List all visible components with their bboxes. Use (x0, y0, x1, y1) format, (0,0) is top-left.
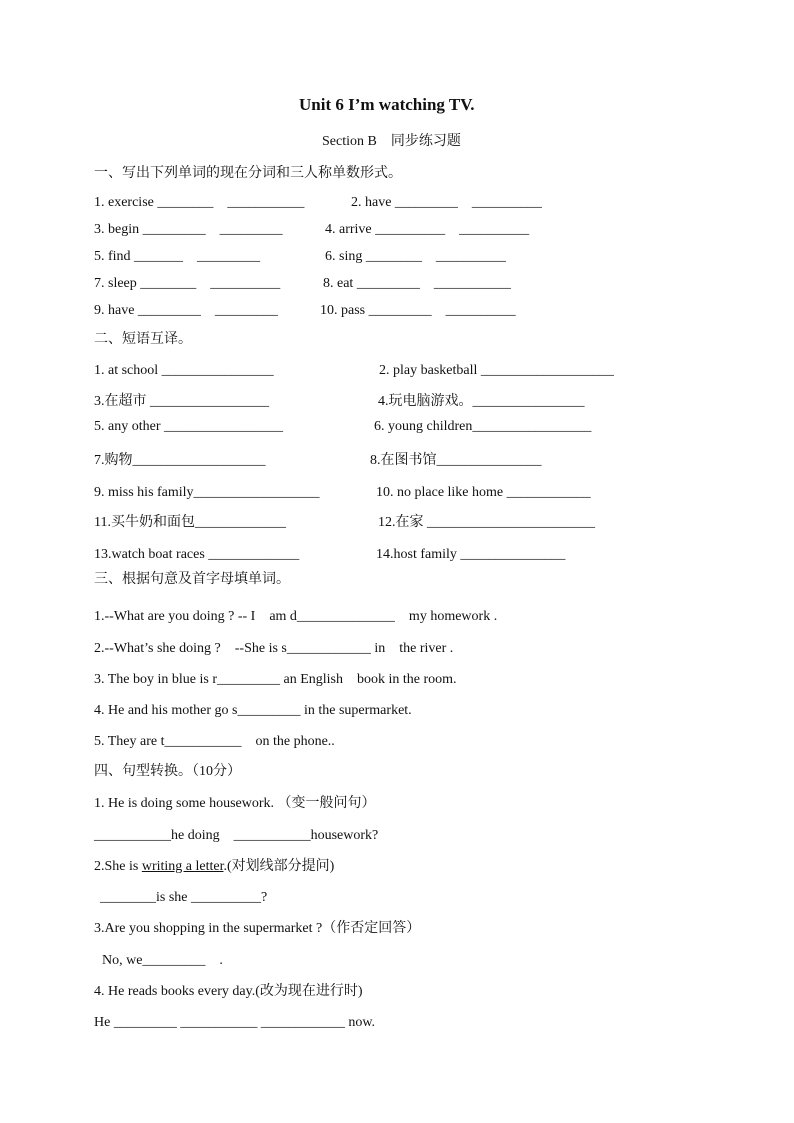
part4-question-2-post: .(对划线部分提问) (223, 859, 335, 874)
part2-item: 7.购物___________________ (94, 453, 266, 468)
part4-answer-1: ___________he doing ___________housework? (94, 828, 379, 843)
part2-item: 3.在超市 _________________ (94, 394, 269, 409)
part1-heading: 一、写出下列单词的现在分词和三人称单数形式。 (94, 166, 402, 181)
worksheet-title: Unit 6 I’m watching TV. (299, 95, 475, 114)
part1-item: 3. begin _________ _________ (94, 222, 283, 237)
part2-heading: 二、短语互译。 (94, 332, 192, 347)
part1-item: 2. have _________ __________ (351, 195, 542, 210)
part4-answer-3: No, we_________ . (102, 953, 223, 968)
part3-item: 1.--What are you doing ? -- I am d______________ my homework . (94, 609, 498, 624)
part2-item: 6. young children_________________ (374, 419, 592, 434)
part1-item: 8. eat _________ ___________ (323, 276, 511, 291)
part4-question-1: 1. He is doing some housework. （变一般问句） (94, 796, 376, 811)
part2-item: 10. no place like home ____________ (376, 485, 591, 500)
part2-item: 11.买牛奶和面包_____________ (94, 515, 286, 530)
worksheet-subtitle: Section B 同步练习题 (322, 134, 461, 149)
part2-item: 2. play basketball ___________________ (379, 363, 614, 378)
part1-item: 1. exercise ________ ___________ (94, 195, 305, 210)
part2-item: 1. at school ________________ (94, 363, 274, 378)
part4-answer-4: He _________ ___________ ____________ now. (94, 1015, 376, 1030)
part2-item: 8.在图书馆_______________ (370, 453, 542, 468)
part2-item: 5. any other _________________ (94, 419, 283, 434)
part4-question-3: 3.Are you shopping in the supermarket ?（作否定回答） (94, 921, 421, 936)
part4-answer-2: ________is she __________? (100, 890, 268, 905)
part4-question-2-underlined: writing a letter (141, 859, 224, 874)
part4-question-2-pre: 2.She is (94, 859, 142, 874)
part3-item: 2.--What’s she doing ? --She is s____________ in the river . (94, 641, 454, 656)
part2-item: 13.watch boat races _____________ (94, 547, 300, 562)
part2-item: 9. miss his family__________________ (94, 485, 320, 500)
part1-item: 5. find _______ _________ (94, 249, 261, 264)
part1-item: 9. have _________ _________ (94, 303, 278, 318)
part1-item: 6. sing ________ __________ (325, 249, 506, 264)
part4-heading: 四、句型转换。（10分） (94, 764, 241, 779)
part1-item: 4. arrive __________ __________ (325, 222, 530, 237)
part3-item: 3. The boy in blue is r_________ an English book in the room. (94, 672, 457, 687)
part3-heading: 三、根据句意及首字母填单词。 (94, 572, 290, 587)
part1-item: 7. sleep ________ __________ (94, 276, 281, 291)
part3-item: 4. He and his mother go s_________ in the supermarket. (94, 703, 412, 718)
part2-item: 4.玩电脑游戏。________________ (378, 394, 585, 409)
part2-item: 14.host family _______________ (376, 547, 566, 562)
part1-item: 10. pass _________ __________ (320, 303, 516, 318)
part2-item: 12.在家 ________________________ (378, 515, 595, 530)
part4-question-4: 4. He reads books every day.(改为现在进行时) (94, 984, 363, 999)
part4-question-2 (94, 858, 334, 876)
part3-item: 5. They are t___________ on the phone.. (94, 734, 335, 749)
